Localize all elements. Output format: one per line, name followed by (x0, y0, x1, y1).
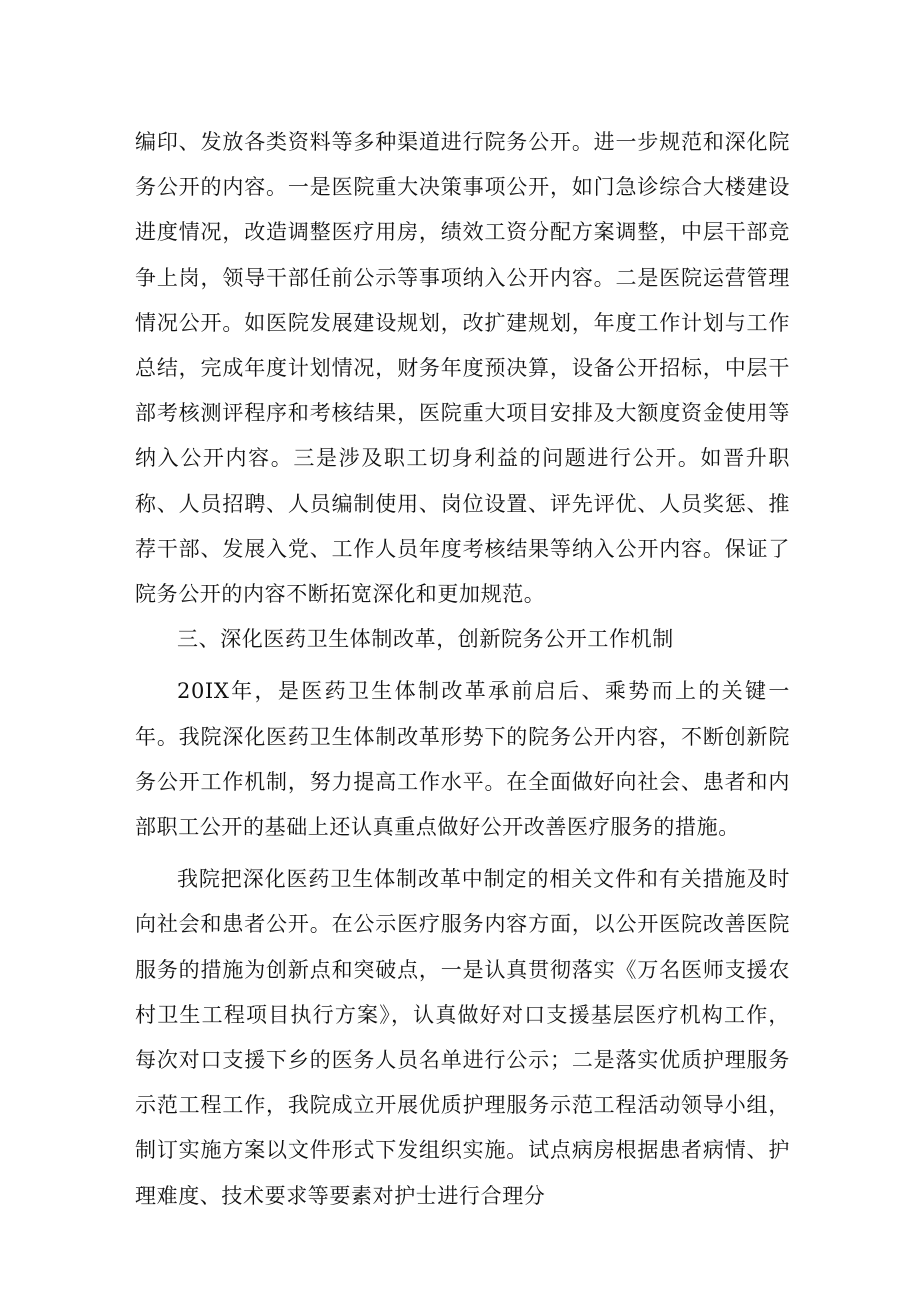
paragraph-service-measures: 我院把深化医药卫生体制改革中制定的相关文件和有关措施及时向社会和患者公开。在公示医疗服务内容方面，以公开医院改善医院服务的措施为创新点和突破点，一是认真贯彻落实《万名医师支援农村卫生工程项目执行方案》，认真做好对口支援基层医疗机构工作，每次对口支援下乡的医务人员名单进行公示；二是落实优质护理服务示范工程工作，我院成立开展优质护理服务示范工程活动领导小组，制订实施方案以文件形式下发组织实施。试点病房根据患者病情、护理难度、技术要求等要素对护士进行合理分 (135, 867, 790, 1208)
paragraph-reform-year: 20IX年，是医药卫生体制改革承前启后、乘势而上的关键一年。我院深化医药卫生体制改革形势下的院务公开内容，不断创新院务公开工作机制，努力提高工作水平。在全面做好向社会、患者和内部职工公开的基础上还认真重点做好公开改善医疗服务的措施。 (135, 679, 790, 840)
paragraph-disclosure-content: 编印、发放各类资料等多种渠道进行院务公开。进一步规范和深化院务公开的内容。一是医院重大决策事项公开，如门急诊综合大楼建设进度情况，改造调整医疗用房，绩效工资分配方案调整，中层干部竞争上岗，领导干部任前公示等事项纳入公开内容。二是医院运营管理情况公开。如医院发展建设规划，改扩建规划，年度工作计划与工作总结，完成年度计划情况，财务年度预决算，设备公开招标，中层干部考核测评程序和考核结果，医院重大项目安排及大额度资金使用等纳入公开内容。三是涉及职工切身利益的问题进行公开。如晋升职称、人员招聘、人员编制使用、岗位设置、评先评优、人员奖惩、推荐干部、发展入党、工作人员年度考核结果等纳入公开内容。保证了院务公开的内容不断拓宽深化和更加规范。 (135, 130, 790, 607)
section-heading-three: 三、深化医药卫生体制改革，创新院务公开工作机制 (177, 627, 674, 652)
document-body (135, 120, 790, 1219)
